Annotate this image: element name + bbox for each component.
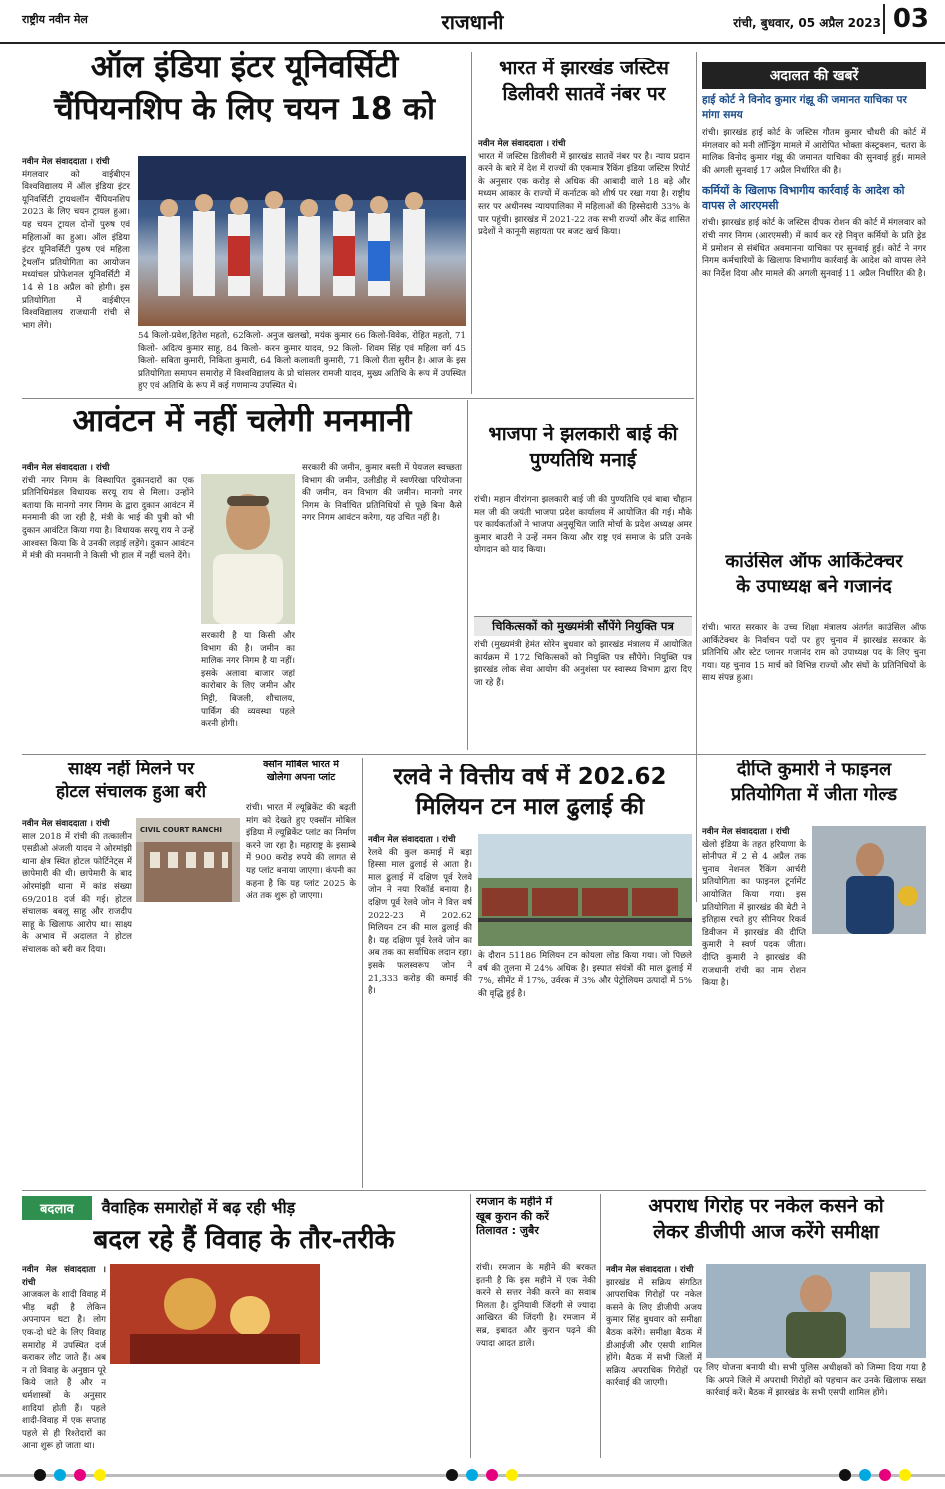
byline: नवीन मेल संवाददाता । रांची [478, 139, 566, 149]
headline: अपराध गिरोह पर नकेल कसने को [648, 1196, 884, 1217]
court-headline: हाई कोर्ट ने विनोद कुमार गंझू की जमानत याचिका पर मांगा समय [702, 94, 907, 121]
color-registration-strip [0, 1462, 945, 1489]
story-wedding-body [22, 1264, 106, 1460]
story-wedding-headline [22, 1196, 466, 1258]
wedding-ceremony-photo [110, 1264, 320, 1364]
article-text: रांची। महान वीरांगना झलकारी बाई जी की पुण्यतिथि एवं बाबा चौहान मल जी की जयंती भाजपा प्रदेश कार्यालय में आयोजित की गई। मौके पर कार्यकर्ताओं ने भाजपा अनुसूचित जाति मोर्चा के प्रदेश अध्यक्ष अमर कुमार बाउरी ने उन्हें नमन किया और राष्ट्र एवं समाज के प्रति उनके योगदान को याद किया। [474, 495, 692, 556]
story-allotment-body-2 [201, 630, 295, 748]
story-allotment-body [22, 462, 194, 748]
article-text: रांची। झारखंड हाई कोर्ट के जस्टिस गौतम कुमार चौधरी की कोर्ट में मंगलवार को मनी लॉन्ड्रिंग मामले में आरोपित भोक्ता कंस्ट्रक्शन, चतरा के मालिक विनोद कुमार गंझू की जमानत याचिका की सुनवाई हुई। मामले की अगली सुनवाई 17 अप्रैल निर्धारित की है। [702, 128, 926, 176]
page-number: 03 [883, 4, 929, 34]
article-text: रांची नगर निगम के विस्थापित दुकानदारों का एक प्रतिनिधिमंडल विधायक सरयू राय से मिला। उन्होंने बताया कि मानगो नगर निगम के द्वारा दुकान आवंटन में मनमानी की जा रही है, मंत्री के भाई की पुत्री को भी दुकान आवंटित किया गया है। विधायक सरयू राय ने उन्हें आश्वस्त किया कि वे उनकी लड़ाई लड़ेंगे। दुकान आवंटन में मंत्री की मनमानी ने किसी भी हाल में नहीं चलने देंगे। [22, 475, 194, 562]
wedding-ceremony-photo-art [110, 1264, 320, 1364]
court-building-photo [136, 818, 240, 902]
headline: खोलेगा अपना प्लांट [266, 771, 336, 783]
story-ramzan-body [476, 1262, 596, 1458]
article-text: रांची (मुख्यमंत्री हेमंत सोरेन बुधवार को झारखंड मंत्रालय में आयोजित कार्यक्रम में 172 चिकित्सकों को नियुक्ति पत्र सौंपेंगे। नियुक्ति पत्र झारखंड लोक सेवा आयोग की अनुशंसा पर स्वास्थ्य विभाग द्वारा दिए जा रहे हैं। [474, 640, 692, 688]
story-exxon-headline [246, 760, 356, 800]
column-divider [471, 52, 472, 394]
masthead [0, 0, 945, 44]
article-text: साल 2018 में रांची की तत्कालीन एसडीओ अंजली यादव ने ओरमांझी थाना क्षेत्र स्थित होटल फोर्टिनेट्स में छापेमारी की थी। छापेमारी के बाद ओरमांझी थाना में कांड संख्या 69/2018 दर्ज की गई। होटल संचालक बबलू साहू और राजदीप साहू के खिलाफ आरोप था। साक्ष्य के अभाव में अदालत ने होटल संचालक को बरी कर दिया। [22, 831, 132, 955]
story-architecture-body [702, 622, 926, 750]
headline: होटल संचालक हुआ बरी [55, 781, 206, 802]
story-university-caption [138, 330, 466, 392]
byline: नवीन मेल संवाददाता । रांची [22, 1265, 106, 1288]
story-railway-body [368, 834, 472, 1184]
headline: दीप्ति कुमारी ने फाइनल [736, 760, 892, 780]
story-justice-body [478, 138, 690, 394]
story-jhalkari-body [474, 494, 692, 612]
section-tag: बदलाव [22, 1196, 92, 1220]
article-text: के दौरान 51186 मिलियन टन कोयला लोड किया गया। जो पिछले वर्ष की तुलना में 24% अधिक है। इस्पात संयंत्रों की माल ढुलाई में 7%, सीमेंट में 17%, उर्वरक में 3% और पेट्रोलियम उत्पादों में 5% की वृद्धि हुई है। [478, 951, 692, 999]
story-doctors-box [474, 616, 692, 750]
article-text: खेलो इंडिया के तहत हरियाणा के सोनीपत में 2 से 4 अप्रैल तक चुनाव नेशनल रैंकिंग आर्चरी प्रतियोगिता का फाइनल टूर्नामेंट आयोजित किया गया। इस प्रतियोगिता में झारखंड की बेटी ने इतिहास रचते हुए सीनियर रिकर्व डिवीजन में झारखंड की दीप्ति कुमारी ने स्वर्ण पदक जीता। दीप्ति कुमारी ने झारखंड की राजधानी रांची का नाम रोशन किया है। [702, 839, 806, 989]
registration-marks [0, 1462, 945, 1489]
headline: रलवे ने वित्तीय वर्ष में 202.62 [393, 764, 667, 790]
section-divider [22, 398, 694, 399]
politician-portrait-art [201, 474, 295, 624]
archer-photo [812, 826, 926, 934]
kicker: वैवाहिक समारोहों में बढ़ रही भीड़ [101, 1197, 296, 1217]
story-hotel-body [22, 818, 132, 1180]
newspaper-logo: राष्ट्रीय नवीन मेल [22, 13, 88, 26]
story-railway-body-2 [478, 950, 692, 1184]
headline: ऑल इंडिया इंटर यूनिवर्सिटी [90, 50, 399, 85]
headline: प्रतियोगिता में जीता गोल्ड [731, 783, 897, 805]
section-divider [22, 754, 926, 755]
story-dgp-body [606, 1264, 702, 1460]
article-text: रांची। रमजान के महीने की बरकत इतनी है कि इस महीने में एक नेकी करने से सत्तर नेकी करने का सवाब मिलता है। दुनियावी जिंदगी से ज्यादा आखिरत की जिंदगी है। रमजान में सब्र, इबादत और कुरान पढ़ने की ज्यादा आदत डालें। [476, 1263, 596, 1349]
court-news-box [702, 62, 926, 380]
headline: बदल रहे हैं विवाह के तौर-तरीके [93, 1225, 395, 1255]
headline: आवंटन में नहीं चलेगी मनमानी [72, 404, 412, 439]
story-allotment-body-3 [302, 462, 462, 748]
column-divider [470, 1194, 471, 1458]
story-university-headline [22, 50, 467, 146]
column-divider [696, 52, 697, 902]
article-text: रांची। भारत में ल्यूब्रिकेंट की बढ़ती मांग को देखते हुए एक्सॉन मोबिल इंडिया में ल्यूब्रिकेंट प्लांट का निर्माण करने जा रहा है। महाराष्ट्र के इसाम्बे में 900 करोड़ रुपये की लागत से यह प्लांट बनाया जाएगा। कंपनी का कहना है कि यह प्लांट 2025 के अंत तक शुरू हो जाएगा। [246, 803, 356, 902]
headline: रमजान के महीने में [476, 1196, 553, 1208]
headline: के उपाध्यक्ष बने गजानंद [736, 575, 892, 597]
column-divider [467, 400, 468, 750]
story-architecture-headline [702, 552, 926, 618]
headline: पुण्यतिथि मनाई [529, 448, 637, 471]
headline: खूब कुरान की करें [476, 1209, 549, 1223]
headline: क्सॉन मोबिल भारत में [263, 760, 339, 770]
byline: नवीन मेल संवाददाता । रांची [22, 157, 110, 167]
story-justice-headline [478, 58, 690, 128]
article-text: रांची। झारखंड हाई कोर्ट के जस्टिस दीपक रोशन की कोर्ट में मंगलवार को रांची नगर निगम (आरएमसी) में कार्य कर रहे निवृत्त कर्मियों के प्रति ड्रेड में प्रमोशन से संबंधित अवमानना याचिका पर सुनवाई हुई। कोर्ट ने नगर निगम कर्मचारियों के खिलाफ विभागीय कार्रवाई के आदेश को वापस लेने का निर्देश दिया और मामले की अगली सुनवाई 11 अप्रैल निर्धारित की है। [702, 218, 926, 279]
story-university-body [22, 156, 130, 392]
byline: नवीन मेल संवाददाता । रांची [22, 819, 110, 829]
story-dgp-headline [606, 1196, 926, 1258]
court-headline: कर्मियों के खिलाफ विभागीय कार्रवाई के आदेश को वापस ले आरएमसी [702, 184, 905, 213]
article-text: सरकारी की जमीन, कुमार बस्ती में पेयजल स्वच्छता विभाग की जमीन, उलीडीह में स्वर्णरेखा परियोजना की जमीन, वन विभाग की जमीन। मानगो नगर निगम के निर्वाचित प्रतिनिधियों से पूछे बिना कैसे नगर निगम आवंटन करेगा, यह उचित नहीं है। [302, 463, 462, 524]
headline: लेकर डीजीपी आज करेंगे समीक्षा [653, 1220, 879, 1243]
dgp-photo-art [706, 1264, 926, 1358]
story-archery-headline [702, 760, 926, 822]
article-text: आजकल के शादी विवाह में भीड़ बढ़ी है लेकिन अपनापन घटा है। लोग एक-दो घंटे के लिए विवाह समारोह में उपस्थित दर्ज कराकर लौट जाते हैं। अब न तो विवाह के अनुष्ठान पूरे किये जाते हैं और न धर्मशास्त्रों के अनुसार शादियां होती हैं। पहले शादी-विवाह में एक सप्ताह पहले से ही रिश्तेदारों का आना शुरू हो जाता था। [22, 1290, 106, 1452]
byline: नवीन मेल संवाददाता । रांची [606, 1265, 694, 1275]
column-divider [600, 1194, 601, 1458]
archer-photo-art [812, 826, 926, 934]
story-railway-headline [368, 764, 692, 828]
article-text: रांची। भारत सरकार के उच्च शिक्षा मंत्रालय अंतर्गत काउंसिल ऑफ आर्किटेक्चर के निर्वाचन पदों पर हुए चुनाव में झारखंड सरकार के प्रतिनिधि और स्टेट प्लानर गजानंद राम को उपाध्यक्ष पद के लिए चुना गया। यह चुनाव 15 मार्च को विभिन्न राज्यों और संघों के प्रतिनिधियों के साथ संपन्न हुआ। [702, 623, 926, 684]
photo-caption: 54 किलो-प्रवेश,हितेश महतो, 62किलो- अनुज खलखो, मयंक कुमार 66 किलो-विवेक, रोहित महतो, 71 किलो- अदित्य कुमार साहू, 84 किलो- करन कुमार यादव, 92 किलो- शिवम सिंह एवं महिला वर्ग 45 किलो- सबिता कुमारी, निकिता कुमारी, 64 किलो कलावती कुमारी, 71 किलो रीता सुरीन है। आज के इस प्रतियोगिता समापन समारोह में विश्वविद्यालय के प्रो चांसलर रामजी यादव, मुख्य अतिथि के रूप में उपस्थित हुए एवं अतिथि के रूप में कई गणमान्य उपस्थित थे। [138, 331, 466, 392]
section-title: राजधानी [441, 10, 504, 34]
article-text: झारखंड में सक्रिय संगठित आपराधिक गिरोहों पर नकेल कसने के लिए डीजीपी अजय कुमार सिंह बुधवार को समीक्षा बैठक करेंगे। समीक्षा बैठक में डीआईजी और एसपी शामिल होंगे। बैठक में सभी जिलों में सक्रिय अपराधिक गिरोहों पर कार्रवाई की जाएगी। [606, 1277, 702, 1389]
story-dgp-body-2 [706, 1362, 926, 1460]
issue-date: रांची, बुधवार, 05 अप्रैल 2023 [733, 16, 881, 30]
headline: भारत में झारखंड जस्टिस [499, 58, 669, 79]
byline: नवीन मेल संवाददाता । रांची [368, 835, 456, 845]
story-allotment-headline [22, 404, 462, 458]
headline: चिकित्सकों को मुख्यमंत्री सौंपेंगे नियुक्ति पत्र [474, 617, 692, 636]
story-hotel-headline [22, 760, 240, 814]
story-jhalkari-headline [474, 424, 692, 488]
story-exxon-body [246, 802, 356, 1042]
court-sign-text: CIVIL COURT RANCHI [140, 826, 222, 834]
article-text: सरकारी है या किसी और विभाग की है। जमीन का मालिक नगर निगम है या नहीं। इसके अलावा बाजार जहां कारोबार के लिए जमीन और मिट्टी, बिजली, शौचालय, पार्किंग की व्यवस्था पहले करनी होगी। [201, 631, 295, 730]
story-ramzan-headline [476, 1196, 596, 1258]
headline: साक्ष्य नहीं मिलने पर [67, 760, 195, 779]
column-divider [362, 758, 363, 1188]
byline: नवीन मेल संवाददाता । रांची [702, 827, 790, 837]
article-text: रेलवे की कुल कमाई में बड़ा हिस्सा माल ढुलाई से आता है। माल ढुलाई में दक्षिण पूर्व रेलवे जोन ने नया रिकॉर्ड बनाया है। दक्षिण पूर्व रेलवे जोन ने वित्त वर्ष 2022-23 में 202.62 मिलियन टन की माल ढुलाई की है। यह दक्षिण पूर्व रेलवे जोन का अब तक का सर्वाधिक लदान रहा। इसके फलस्वरूप जोन ने 21,333 करोड़ की कमाई की है। [368, 847, 472, 997]
article-text: मंगलवार को वाईबीएन विश्वविद्यालय में ऑल इंडिया इंटर यूनिवर्सिटी ट्रायथलॉन चैंपियनशिप 2023 के लिए चयन ट्रायल हुआ। यह चयन ट्रायल दोनों पुरुष एवं महिलाओं का हुआ। ऑल इंडिया इंटर यूनिवर्सिटी पुरुष एवं महिला ट्रेथलॉन प्रतियोगिता का आयोजन मध्यांचल प्रोफेशनल यूनिवर्सिटी में 14 से 18 अप्रैल को होगी। इस प्रतियोगिता में वाईबीएन विश्वविद्यालय राजधानी रांची से भाग लेंगे। [22, 169, 130, 331]
athletes-group-photo-art [138, 156, 466, 326]
headline: चैंपियनशिप के लिए चयन 18 को [53, 90, 436, 127]
section-divider [22, 1190, 926, 1191]
story-archery-body [702, 826, 806, 1184]
freight-train-photo-art [478, 834, 692, 946]
byline: नवीन मेल संवाददाता । रांची [22, 463, 110, 473]
headline: भाजपा ने झलकारी बाई की [488, 424, 678, 445]
article-text: भारत में जस्टिस डिलीवरी में झारखंड सातवें नंबर पर है। न्याय प्रदान करने के बारे में देश में राज्यों की एकमात्र रैंकिंग इंडिया जस्टिस रिपोर्ट के अनुसार एक करोड़ से अधिक की आबादी वाले 18 बड़े और मध्यम आकार के राज्यों में कर्नाटक को शीर्ष पर रखा गया है। राष्ट्रीय स्तर पर अधीनस्थ न्यायपालिका में महिलाओं की हिस्सेदारी 33% के पार पहुंची। झारखंड में 2021-22 तक सभी राज्यों और केंद्र शासित प्रदेशों ने कानूनी सहायता पर बजट खर्च किया। [478, 151, 690, 238]
court-news-title: अदालत की खबरें [702, 62, 926, 89]
article-text: लिए योजना बनायी थी। सभी पुलिस अधीक्षकों को जिम्मा दिया गया है कि अपने जिले में अपराधी गिरोहों को पहचान कर उनके खिलाफ सख्त कार्रवाई करें। बैठक में झारखंड के सभी एसपी शामिल होंगे। [706, 1363, 926, 1399]
headline: तिलावत : जुबैर [476, 1224, 539, 1238]
politician-portrait [201, 474, 295, 624]
headline: काउंसिल ऑफ आर्किटेक्चर [725, 552, 903, 572]
dgp-photo [706, 1264, 926, 1358]
athletes-group-photo [138, 156, 466, 326]
freight-train-photo [478, 834, 692, 946]
headline: मिलियन टन माल ढुलाई की [415, 794, 645, 821]
headline: डिलीवरी सातवें नंबर पर [502, 82, 666, 105]
